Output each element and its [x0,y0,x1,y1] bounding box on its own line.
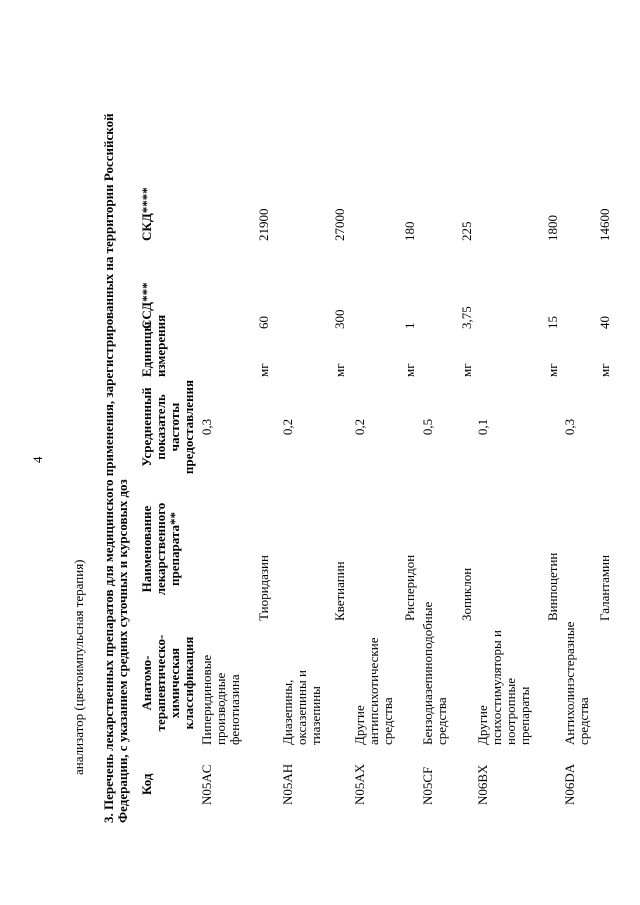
drug-unit: мг [459,363,474,377]
col-header-skd: СКД**** [139,187,154,241]
row-frequency: 0,2 [352,418,367,436]
row-frequency: 0,2 [280,418,295,436]
col-header-ssd: ССД*** [139,282,154,329]
drug-ssd: 40 [597,316,612,329]
row-code: N05CF [420,766,435,805]
drug-name: Винпоцетин [545,552,560,621]
drug-unit: мг [256,363,271,377]
row-code: N05AX [352,763,367,805]
drug-ssd: 3,75 [459,306,474,329]
section-heading: 3. Перечень лекарственных препаратов для медицинского применения, зарегистрированных на территории Российской Федерации, с указанием средних суточных и курсовых доз [101,113,130,823]
row-code: N05AC [199,764,214,805]
col-header-frequency: Усредненный показатель частоты предоставления [139,379,196,475]
row-atc-class: Другие психостимуляторы и ноотропные препараты [475,630,532,745]
drug-name: Кветиапин [332,561,347,621]
row-frequency: 0,5 [420,418,435,436]
row-code: N06BX [475,764,490,805]
drug-unit: мг [597,363,612,377]
col-header-code: Код [139,773,154,795]
drug-ssd: 60 [256,316,271,329]
drug-ssd: 300 [332,309,347,329]
drug-skd: 225 [459,221,474,241]
drug-skd: 27000 [332,208,347,241]
row-atc-class: Бензодиазепиноподобные средства [420,601,449,745]
drug-name: Тиоридазин [256,555,271,621]
drug-unit: мг [402,363,417,377]
drug-unit: мг [545,363,560,377]
drug-skd: 180 [402,221,417,241]
row-atc-class: Антихолинэстеразные средства [562,621,591,745]
drug-name: Рисперидон [402,554,417,621]
drug-ssd: 15 [545,316,560,329]
row-atc-class: Другие антипсихотические средства [352,637,395,745]
row-code: N06DA [562,763,577,805]
row-atc-class: Диазепины, оксазепины и тиазепины [280,670,323,745]
drug-ssd: 1 [402,322,417,329]
drug-skd: 1800 [545,215,560,241]
col-header-atc: Анатомо-терапевтическо-химическая классификация [139,634,196,732]
col-header-name: Наименование лекарственного препарата** [139,502,182,596]
row-frequency: 0,3 [562,418,577,436]
drug-name: Зопиклон [459,567,474,621]
row-frequency: 0,1 [475,418,490,436]
page-number: 4 [30,456,45,463]
row-code: N05AH [280,763,295,805]
drug-skd: 14600 [597,208,612,241]
row-atc-class: Пиперидиновые производные фенотиазина [199,654,242,745]
drug-skd: 21900 [256,208,271,241]
col-header-unit: Единицы измерения [139,314,168,377]
previous-row-text: анализатор (цветоимпульсная терапия) [71,559,86,775]
row-frequency: 0,3 [199,418,214,436]
drug-name: Галантамин [597,554,612,621]
drug-unit: мг [332,363,347,377]
